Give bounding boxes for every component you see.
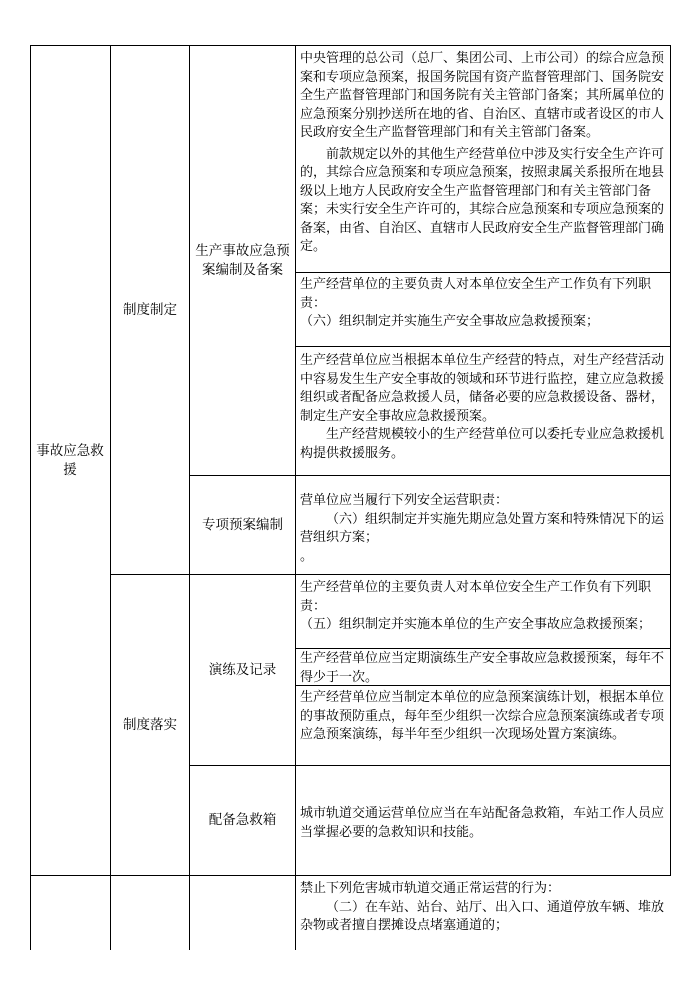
clause-text: （六）组织制定并实施先期应急处置方案和特殊情况下的运营组织方案； — [300, 511, 665, 545]
subcategory-cell — [111, 575, 189, 875]
subcategory-label-formulate: 制度制定 — [123, 301, 177, 318]
clause-text: 营单位应当履行下列安全运营职责： — [300, 493, 509, 508]
section-divider — [30, 875, 671, 876]
item-label-drill: 演练及记录 — [208, 661, 277, 678]
item-label-first-aid-kit: 配备急救箱 — [208, 812, 277, 829]
item-label-plan-filing: 生产事故应急预案编制及备案 — [195, 243, 290, 278]
clause-cell — [300, 689, 667, 745]
row-divider — [295, 272, 671, 273]
clause-text: 生产经营单位应当制定本单位的应急预案演练计划，根据本单位的事故预防重点，每年至少组织一次综合应急预案演练或者专项应急预案演练，每半年至少组织一次现场处置方案演练。 — [300, 690, 665, 742]
clause-text: （二）在车站、站台、站厅、出入口、通道停放车辆、堆放杂物或者擅自摆摊设点堵塞通道的； — [300, 899, 665, 933]
clause-text: 生产经营单位的主要负责人对本单位安全生产工作负有下列职责： — [300, 580, 652, 614]
clause-cell — [300, 492, 667, 566]
clause-text: 城市轨道交通运营单位应当在车站配备急救箱，车站工作人员应当掌握必要的急救知识和技能。 — [300, 806, 665, 840]
clause-text: 前款规定以外的其他生产经营单位中涉及实行安全生产许可的，其综合应急预案和专项应急预案，按照隶属关系报所在地县级以上地方人民政府安全生产监督管理部门和有关主管部门备案；未实行安全生产许可的，其综合应急预案和专项应急预案的备案，由省、自治区、直辖市人民政府安全生产监督管理部门确定。 — [300, 146, 665, 254]
clause-cell — [300, 579, 667, 635]
row-divider — [295, 346, 671, 347]
table-border-right — [670, 45, 671, 875]
clause-text: 生产经营规模较小的生产经营单位可以委托专业应急救援机构提供救援服务。 — [300, 427, 665, 461]
row-divider — [295, 648, 671, 649]
clause-cell — [300, 880, 667, 936]
item-cell — [190, 46, 295, 475]
item-cell — [190, 476, 295, 574]
item-label-special-plan: 专项预案编制 — [202, 516, 283, 533]
subcategory-cell — [111, 46, 189, 574]
clause-text: 禁止下列危害城市轨道交通正常运营的行为： — [300, 881, 561, 896]
clause-cell — [300, 276, 667, 332]
table-border-left — [30, 45, 31, 950]
clause-text: 生产经营单位应当定期演练生产安全事故应急救援预案，每年不得少于一次。 — [300, 651, 665, 685]
clause-cell — [300, 50, 667, 257]
item-cell — [190, 766, 295, 875]
clause-text: （六）组织制定并实施生产安全事故应急救援预案； — [300, 314, 600, 329]
item-cell — [190, 575, 295, 765]
clause-text: （五）组织制定并实施本单位的生产安全事故应急救援预案； — [300, 617, 652, 632]
clause-text: 中央管理的总公司（总厂、集团公司、上市公司）的综合应急预案和专项应急预案，报国务院国有资产监督管理部门、国务院安全生产监督管理部门和国务院有关主管部门备案；其所属单位的应急预案分别抄送所在地的省、自治区、直辖市或者设区的市人民政府安全生产监督管理部门和有关主管部门备案。 — [300, 51, 665, 140]
table-border-col3 — [295, 45, 296, 950]
category-cell — [34, 46, 106, 875]
category-label: 事故应急救援 — [36, 443, 104, 478]
clause-cell — [300, 352, 667, 463]
clause-cell — [300, 805, 667, 842]
clause-text: 。 — [300, 548, 314, 564]
clause-cell — [300, 650, 667, 687]
subcategory-label-implement: 制度落实 — [123, 716, 177, 733]
clause-text: 生产经营单位应当根据本单位生产经营的特点，对生产经营活动中容易发生生产安全事故的领域和环节进行监控，建立应急救援组织或者配备应急救援人员，储备必要的应急救援设备、器材，制定生产安全事故应急救援预案。 — [300, 353, 665, 424]
clause-text: 生产经营单位的主要负责人对本单位安全生产工作负有下列职责： — [300, 277, 652, 311]
